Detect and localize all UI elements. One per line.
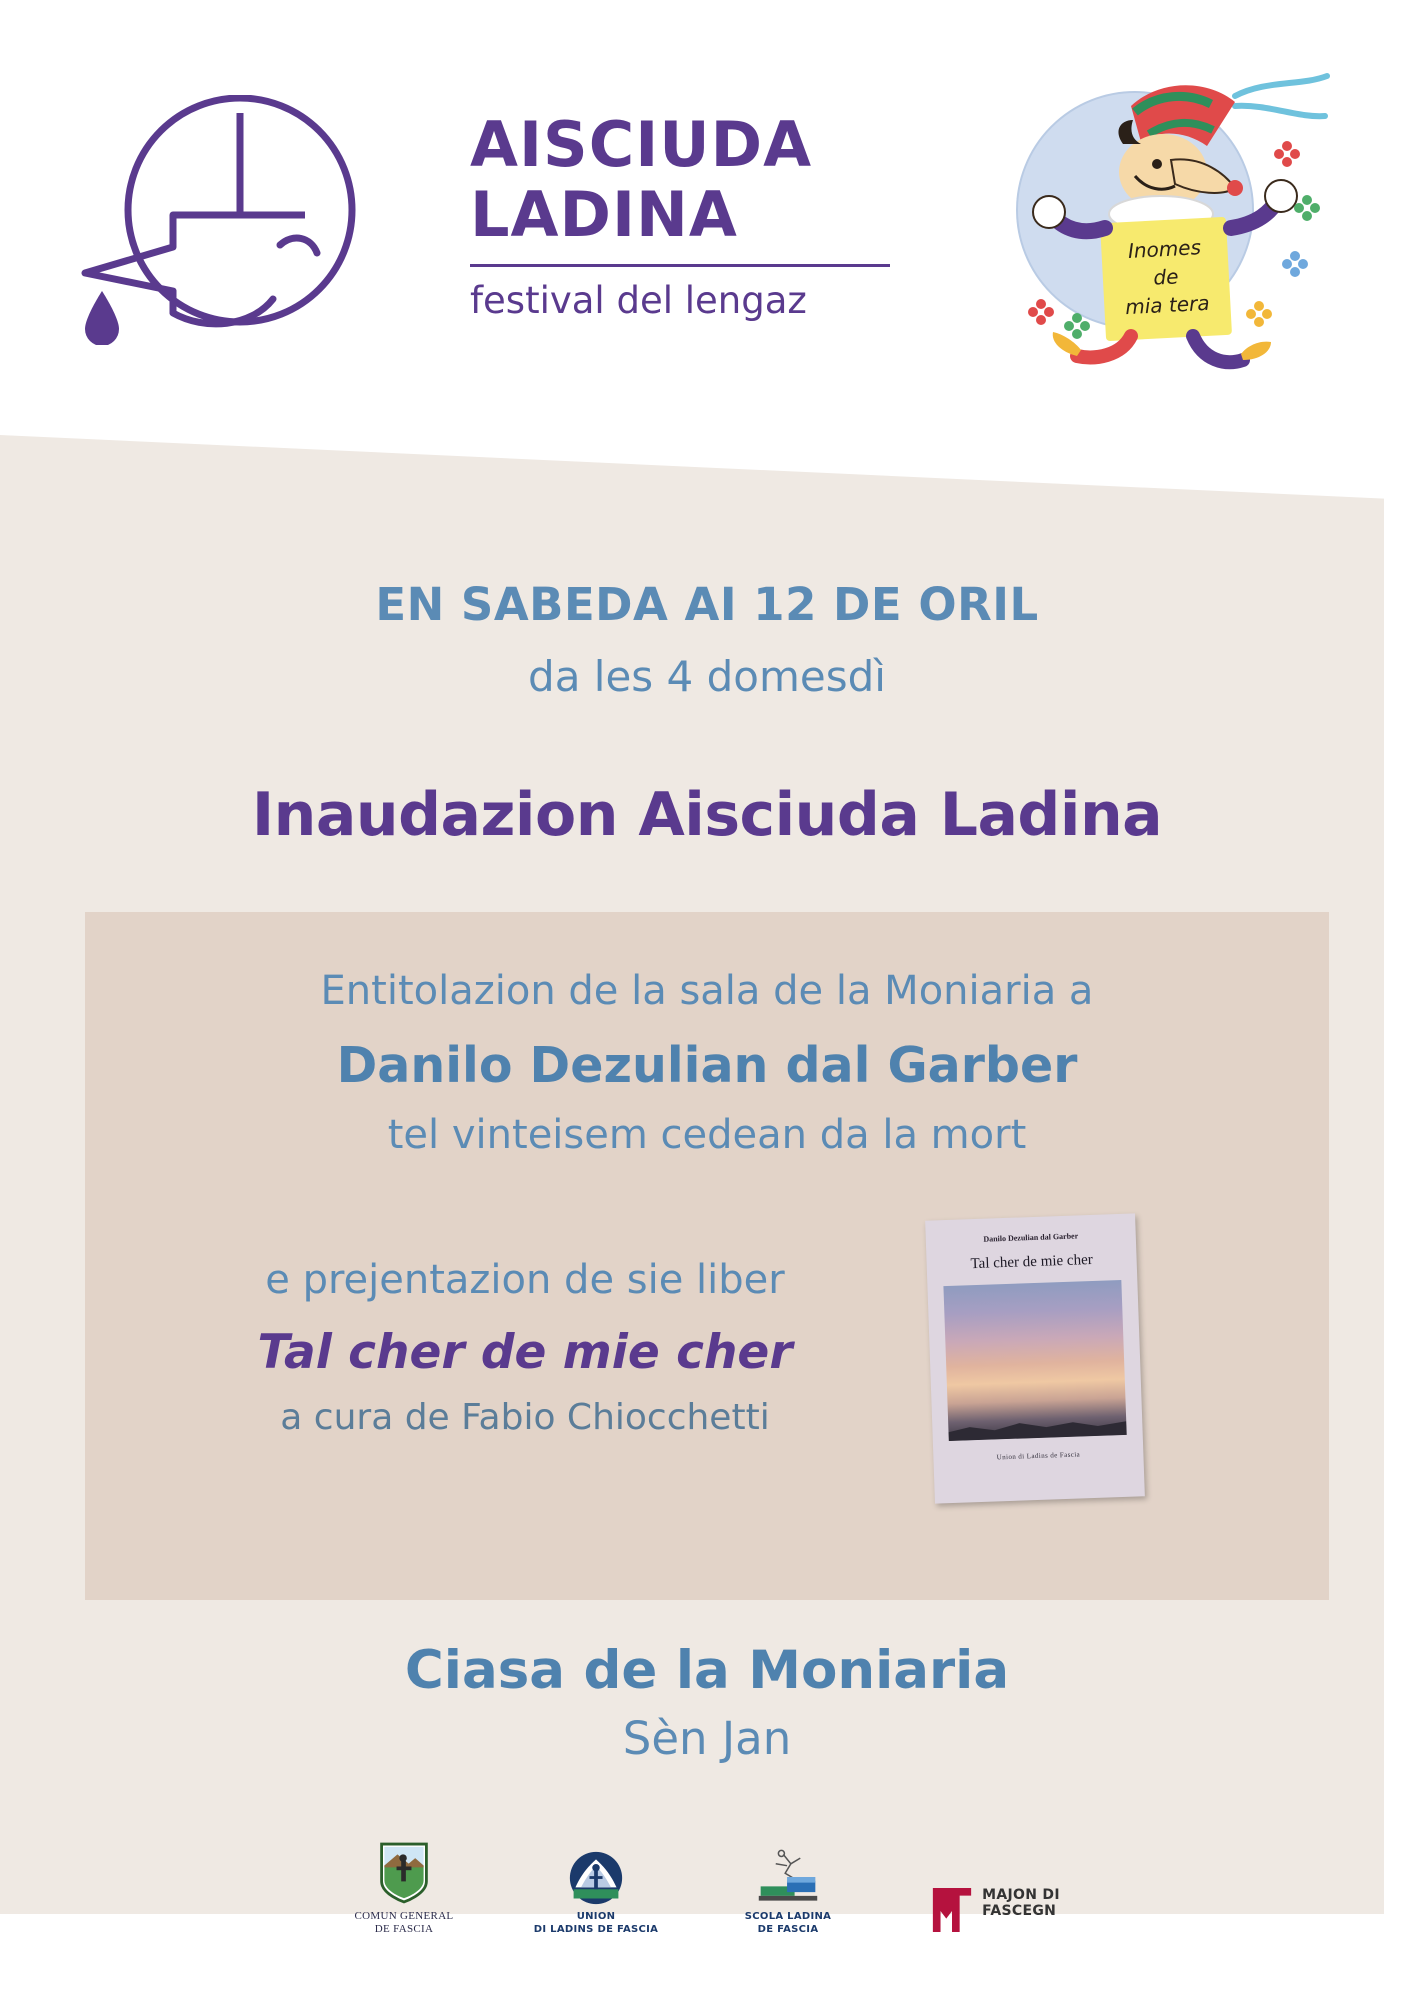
festival-title-line-2: LADINA <box>470 178 738 251</box>
svg-text:Inomes: Inomes <box>1127 235 1202 263</box>
event-time: da les 4 domesdì <box>528 652 886 701</box>
sponsor-1-caption-line-1: COMUN GENERAL <box>354 1910 454 1922</box>
festival-title-line-1: AISCIUDA <box>470 108 813 181</box>
sponsor-scola-ladina-de-fascia <box>713 1840 863 1936</box>
book-cover-photo <box>943 1280 1126 1441</box>
venue-city: Sèn Jan <box>622 1712 792 1765</box>
detail-book-title: Tal cher de mie cher <box>257 1325 793 1380</box>
book-cover-publisher: Union di Ladins de Fascia <box>996 1450 1081 1462</box>
sponsor-logo-row <box>0 1840 1414 1936</box>
event-main-title: Inaudazion Aisciuda Ladina <box>251 780 1163 850</box>
sponsor-4-caption-line-1: MAJON DI <box>982 1887 1060 1903</box>
detail-honoree-name: Danilo Dezulian dal Garber <box>336 1037 1078 1094</box>
sponsor-2-caption-line-2: DI LADINS DE FASCIA <box>533 1924 659 1935</box>
sponsor-3-caption-line-1: SCOLA LADINA <box>744 1911 832 1922</box>
festival-subtitle: festival del lengaz <box>470 279 807 322</box>
comun-general-crest-icon <box>329 1840 479 1906</box>
sponsor-3-caption-line-2: DE FASCIA <box>757 1924 819 1935</box>
sponsor-2-caption-line-1: UNION <box>576 1911 616 1922</box>
detail-line-1: Entitolazion de la sala de la Moniaria a <box>320 968 1094 1014</box>
event-details-panel <box>85 912 1329 1600</box>
union-di-ladins-emblem-icon <box>521 1840 671 1906</box>
book-cover-title: Tal cher de mie cher <box>970 1251 1093 1273</box>
svg-text:mia tera: mia tera <box>1124 290 1211 320</box>
sponsor-4-caption-line-2: FASCEGN <box>982 1903 1057 1919</box>
sponsor-comun-general-de-fascia <box>329 1840 479 1936</box>
majon-di-fascegn-m-icon <box>930 1870 974 1936</box>
detail-editor: a cura de Fabio Chiocchetti <box>280 1397 770 1438</box>
aisciuda-ladina-logo-icon <box>55 95 385 345</box>
festival-title-block <box>470 110 920 322</box>
sponsor-majon-di-fascegn <box>905 1870 1085 1936</box>
detail-line-4: e prejentazion de sie liber <box>265 1257 785 1303</box>
book-cover-image <box>925 1213 1145 1503</box>
svg-text:de: de <box>1152 264 1180 290</box>
sponsor-union-di-ladins-de-fascia <box>521 1840 671 1936</box>
scola-ladina-book-icon <box>713 1840 863 1906</box>
detail-line-3: tel vinteisem cedean da la mort <box>387 1112 1027 1158</box>
sponsor-1-caption-line-2: DE FASCIA <box>374 1923 434 1935</box>
venue-name: Ciasa de la Moniaria <box>404 1640 1010 1701</box>
title-divider <box>470 264 890 267</box>
event-date: EN SABEDA AI 12 DE ORIL <box>375 578 1039 631</box>
mascot-illustration-icon <box>935 60 1355 390</box>
poster-header <box>0 0 1414 435</box>
book-cover-author: Danilo Dezulian dal Garber <box>983 1231 1079 1244</box>
